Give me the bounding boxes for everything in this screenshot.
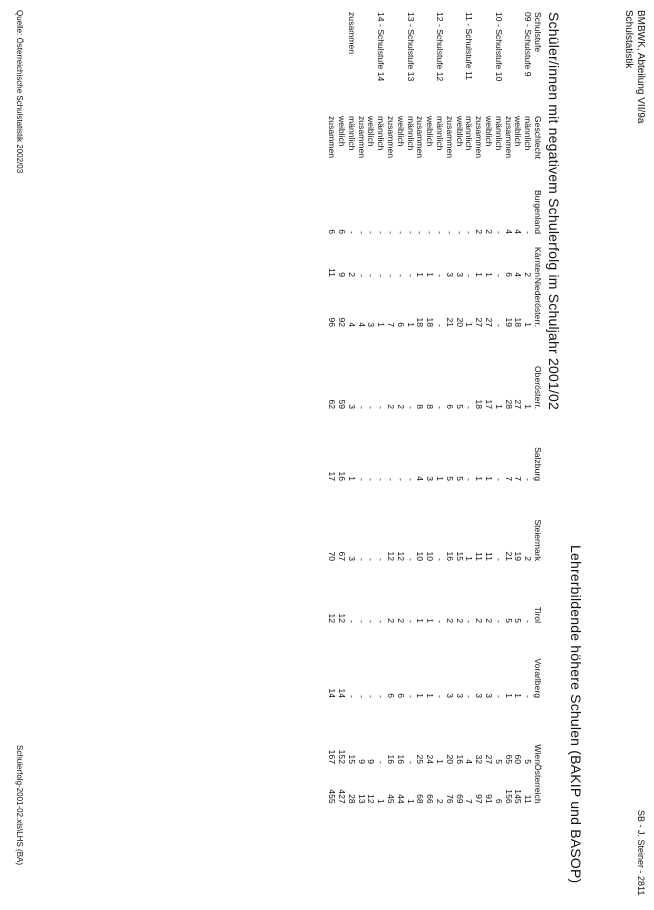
cell-value: - [435,558,446,561]
cell-value: 11 [474,552,485,561]
cell-schulstufe [503,12,513,116]
cell-value: 16 [386,754,397,764]
cell-value: 1 [513,693,524,698]
cell-value: 6 [493,798,504,804]
cell-value: 2 [523,556,534,561]
cell-value: 6 [503,272,514,277]
cell-value: - [366,478,377,481]
cell-value: 3 [484,693,495,698]
cell-geschlecht: weiblich [337,116,348,147]
cell-value: 3 [454,693,465,698]
cell-value: - [376,478,387,481]
cell-value: 15 [454,551,465,561]
cell-value: - [386,478,397,481]
cell-value: 27 [484,317,495,327]
cell-value: 17 [484,399,495,409]
cell-value: 1 [425,693,436,698]
cell-value: 45 [386,794,397,804]
cell-value: - [356,406,367,409]
cell-value: - [405,478,416,481]
cell-geschlecht: weiblich [395,116,406,147]
cell-value: 1 [425,618,436,623]
cell-value: 28 [503,399,514,409]
cell-value: 5 [493,759,504,764]
cell-value: 1 [376,798,387,804]
cell-value: 5 [513,618,524,623]
cell-value: 10 [415,551,426,561]
cell-geschlecht: weiblich [425,116,436,147]
cell-value: - [376,761,387,764]
cell-value: 4 [513,272,524,277]
cell-value: 7 [503,476,514,481]
table-row [336,12,346,804]
cell-value: 1 [503,693,514,698]
cell-value: - [366,274,377,277]
cell-value: 1 [523,404,534,409]
cell-geschlecht: männlich [376,116,387,151]
cell-geschlecht: zusammen [444,116,455,159]
cell-value: 2 [386,618,397,623]
cell-value: 8 [415,404,426,409]
cell-value: 96 [327,317,338,327]
cell-value: 3 [444,272,455,277]
cell-value: 5 [454,404,465,409]
cell-value: 16 [337,471,348,481]
cell-value: 16 [395,754,406,764]
cell-value: - [464,274,475,277]
cell-value: 1 [523,322,534,327]
cell-value: - [493,558,504,561]
cell-value: - [405,558,416,561]
cell-schulstufe [395,12,405,116]
cell-value: 18 [513,317,524,327]
table-row [473,12,483,804]
col-header: Österreich [533,764,543,804]
cell-schulstufe [444,12,454,116]
cell-value: - [493,324,504,327]
cell-value: - [415,231,426,234]
header-org [622,10,646,123]
cell-value: - [464,695,475,698]
cell-value: 2 [395,404,406,409]
cell-value: - [493,620,504,623]
col-header: Steiermark [533,519,543,561]
cell-value: 3 [444,693,455,698]
cell-value: 2 [484,618,495,623]
cell-value: - [376,695,387,698]
cell-value: 11 [327,268,338,277]
cell-value: 6 [327,229,338,234]
col-header: Burgenland [533,190,543,234]
cell-value: - [356,695,367,698]
cell-value: - [523,478,534,481]
table-row [405,12,415,804]
cell-value: - [366,231,377,234]
cell-value: 5 [454,476,465,481]
cell-value: 18 [415,317,426,327]
cell-value: 21 [503,551,514,561]
cell-value: 1 [346,476,357,481]
cell-value: 8 [425,404,436,409]
cell-value: 6 [444,404,455,409]
table-row [444,12,454,804]
cell-value: 12 [386,551,397,561]
cell-value: - [376,620,387,623]
cell-value: - [395,478,406,481]
cell-value: - [444,231,455,234]
cell-geschlecht: männlich [523,116,534,151]
cell-value: - [346,231,357,234]
cell-value: 4 [346,322,357,327]
table-row [385,12,395,804]
statistics-table [326,12,542,804]
cell-schulstufe: 11 - Schulstufe 11 [464,12,475,80]
cell-schulstufe: 14 - Schulstufe 14 [376,12,387,82]
cell-value: 2 [474,618,485,623]
cell-value: 1 [435,476,446,481]
cell-value: 4 [464,759,475,764]
cell-value: 9 [366,759,377,764]
cell-schulstufe: zusammen [346,12,357,55]
cell-value: 24 [425,754,436,764]
cell-value: 92 [337,317,348,327]
cell-value: 70 [327,551,338,561]
cell-value: - [405,274,416,277]
cell-schulstufe: 10 - Schulstufe 10 [493,12,504,82]
table-row [346,12,356,804]
cell-value: 16 [444,551,455,561]
cell-value: 4 [503,229,514,234]
cell-geschlecht: männlich [346,116,357,151]
cell-value: - [464,406,475,409]
cell-value: 21 [444,317,455,327]
cell-value: 2 [346,272,357,277]
cell-geschlecht: zusammen [356,116,367,159]
cell-schulstufe [366,12,376,116]
cell-value: 1 [464,322,475,327]
cell-value: 12 [337,613,348,623]
cell-value: 2 [523,272,534,277]
cell-value: - [346,695,357,698]
cell-value: - [435,695,446,698]
cell-value: 1 [493,404,504,409]
cell-schulstufe [385,12,395,116]
cell-value: - [493,695,504,698]
table-row [522,12,532,804]
cell-value: 1 [484,272,495,277]
cell-value: 3 [346,556,357,561]
cell-value: 4 [356,322,367,327]
cell-value: 69 [454,794,465,804]
cell-value: 6 [386,693,397,698]
cell-value: 44 [395,794,406,804]
cell-value: 427 [337,789,348,804]
cell-value: - [366,695,377,698]
cell-value: 6 [337,229,348,234]
cell-value: - [405,620,416,623]
org-line-2: Schulstatistik [623,10,634,69]
table-row [493,12,503,804]
cell-value: 1 [405,798,416,804]
cell-value: 6 [395,322,406,327]
cell-value: - [366,620,377,623]
table-row [503,12,513,804]
cell-geschlecht: weiblich [484,116,495,147]
cell-value: 15 [346,754,357,764]
cell-value: 62 [327,399,338,409]
cell-value: 14 [327,688,338,698]
cell-value: - [523,231,534,234]
cell-value: 4 [415,476,426,481]
cell-value: - [435,274,446,277]
col-header: Salzburg [533,447,543,481]
table-row [366,12,376,804]
cell-value: - [405,695,416,698]
footer-source: Quelle: Österreichische Schulstatistik 2002/03 [15,10,24,174]
cell-value: - [435,620,446,623]
cell-value: 67 [337,551,348,561]
cell-value: 65 [503,754,514,764]
cell-value: 7 [464,798,475,804]
col-header: Kärnten [533,246,543,277]
cell-value: 4 [513,229,524,234]
cell-value: 3 [425,476,436,481]
cell-geschlecht: weiblich [366,116,377,147]
cell-value: 2 [454,618,465,623]
cell-value: 66 [425,794,436,804]
cell-value: - [356,274,367,277]
cell-value: 7 [386,322,397,327]
cell-schulstufe [483,12,493,116]
cell-value: - [376,231,387,234]
cell-value: 27 [513,399,524,409]
cell-value: - [395,231,406,234]
cell-value: 1 [415,618,426,623]
col-header: Tirol [533,606,543,623]
cell-value: 1 [484,476,495,481]
cell-value: 60 [513,754,524,764]
cell-value: 25 [415,754,426,764]
cell-value: 13 [356,794,367,804]
cell-value: 1 [464,556,475,561]
cell-value: - [454,231,465,234]
cell-value: 455 [327,789,338,804]
col-header: Oberösterr. [533,366,543,409]
cell-geschlecht: weiblich [513,116,524,147]
cell-value: 20 [444,754,455,764]
cell-value: 1 [376,322,387,327]
cell-geschlecht: männlich [405,116,416,151]
cell-value: 17 [327,471,338,481]
cell-value: 9 [356,759,367,764]
cell-value: 14 [337,688,348,698]
table-row [375,12,385,804]
cell-geschlecht: männlich [435,116,446,151]
table-row [483,12,493,804]
cell-value: 1 [425,272,436,277]
cell-value: 9 [337,272,348,277]
cell-value: - [376,274,387,277]
cell-geschlecht: weiblich [454,116,465,147]
cell-value: - [405,406,416,409]
header-author: SB - J. Steiner - 2811 [636,810,646,896]
cell-value: 11 [484,552,495,561]
cell-value: 5 [444,476,455,481]
cell-value: 97 [474,794,485,804]
cell-value: 156 [503,789,514,804]
cell-value: 2 [484,229,495,234]
cell-value: - [376,558,387,561]
cell-value: - [356,558,367,561]
cell-value: 2 [435,798,446,804]
cell-value: - [366,406,377,409]
table-row [424,12,434,804]
cell-value: - [493,274,504,277]
cell-value: 91 [484,794,495,804]
table-row [513,12,523,804]
table-row [395,12,405,804]
cell-value: 1 [474,272,485,277]
cell-value: - [356,231,367,234]
cell-value: - [346,620,357,623]
cell-schulstufe [473,12,483,116]
table-row [326,12,336,804]
cell-geschlecht: zusammen [386,116,397,159]
table-body [326,12,532,804]
cell-value: - [405,231,416,234]
cell-value: 12 [366,794,377,804]
cell-value: - [356,620,367,623]
cell-value: 1 [474,476,485,481]
cell-value: 19 [503,317,514,327]
cell-schulstufe [454,12,464,116]
cell-value: - [523,620,534,623]
table-header-row [532,12,542,804]
cell-value: 3 [366,322,377,327]
cell-value: - [464,231,475,234]
cell-value: 12 [395,551,406,561]
cell-value: 27 [474,317,485,327]
col-header: Geschlecht [533,116,543,159]
cell-value: 2 [444,618,455,623]
cell-value: 59 [337,399,348,409]
table-row [356,12,366,804]
cell-value: 20 [454,317,465,327]
cell-value: 18 [474,399,485,409]
cell-value: - [386,274,397,277]
cell-value: 1 [415,272,426,277]
org-line-1: BMBWK, Abteilung VII/9a [635,10,646,124]
cell-geschlecht: männlich [464,116,475,151]
cell-schulstufe [356,12,366,116]
cell-schulstufe [326,12,336,116]
cell-value: - [464,620,475,623]
cell-value: 32 [474,754,485,764]
cell-value: 19 [513,551,524,561]
cell-value: 152 [337,749,348,764]
col-header: Schulstufe [533,12,543,53]
cell-value: - [386,231,397,234]
cell-schulstufe [336,12,346,116]
cell-value: 1 [405,322,416,327]
cell-value: 145 [513,789,524,804]
cell-value: - [493,478,504,481]
col-header: Niederösterr. [533,277,543,327]
cell-value: - [435,406,446,409]
table-row [415,12,425,804]
cell-value: - [395,274,406,277]
cell-value: 1 [415,693,426,698]
page-title: Schüler/innen mit negativem Schulerfolg im Schuljahr 2001/02 [546,12,562,410]
cell-value: 6 [395,693,406,698]
cell-value: 3 [454,272,465,277]
cell-value: 27 [484,754,495,764]
table-row [464,12,474,804]
cell-value: 3 [346,404,357,409]
cell-value: 18 [425,317,436,327]
cell-value: 28 [346,794,357,804]
cell-geschlecht: männlich [493,116,504,151]
table-row [434,12,444,804]
cell-value: - [405,761,416,764]
page-subtitle: Lehrerbildende höhere Schulen (BAKIP und BASOP) [568,545,584,884]
cell-value: - [435,324,446,327]
cell-value: - [523,695,534,698]
cell-value: 1 [435,759,446,764]
cell-value: - [425,231,436,234]
col-header: Vorarlberg [533,658,543,698]
cell-value: 5 [503,618,514,623]
cell-schulstufe [415,12,425,116]
cell-value: 167 [327,749,338,764]
cell-value: 12 [327,613,338,623]
cell-value: - [366,558,377,561]
cell-geschlecht: zusammen [415,116,426,159]
cell-schulstufe [424,12,434,116]
cell-value: 10 [425,551,436,561]
cell-value: 3 [474,693,485,698]
table-row [454,12,464,804]
cell-value: 7 [513,476,524,481]
cell-schulstufe: 13 - Schulstufe 13 [405,12,416,82]
cell-value: 2 [474,229,485,234]
cell-value: - [356,478,367,481]
cell-value: - [464,478,475,481]
cell-value: 5 [523,759,534,764]
cell-value: - [435,231,446,234]
cell-geschlecht: zusammen [503,116,514,159]
cell-value: 11 [523,794,534,804]
cell-value: 76 [444,794,455,804]
cell-geschlecht: zusammen [327,116,338,159]
cell-schulstufe: 12 - Schulstufe 12 [435,12,446,82]
footer-file: Schulerfolg-2001-02.xls\LHS (BA) [15,745,24,866]
cell-schulstufe: 09 - Schulstufe 9 [523,12,534,77]
cell-schulstufe [513,12,523,116]
cell-value: 2 [395,618,406,623]
cell-value: 16 [454,754,465,764]
cell-value: - [493,231,504,234]
cell-value: - [376,406,387,409]
cell-geschlecht: zusammen [474,116,485,159]
cell-value: 68 [415,794,426,804]
cell-value: 2 [386,404,397,409]
col-header: Wien [533,744,543,764]
